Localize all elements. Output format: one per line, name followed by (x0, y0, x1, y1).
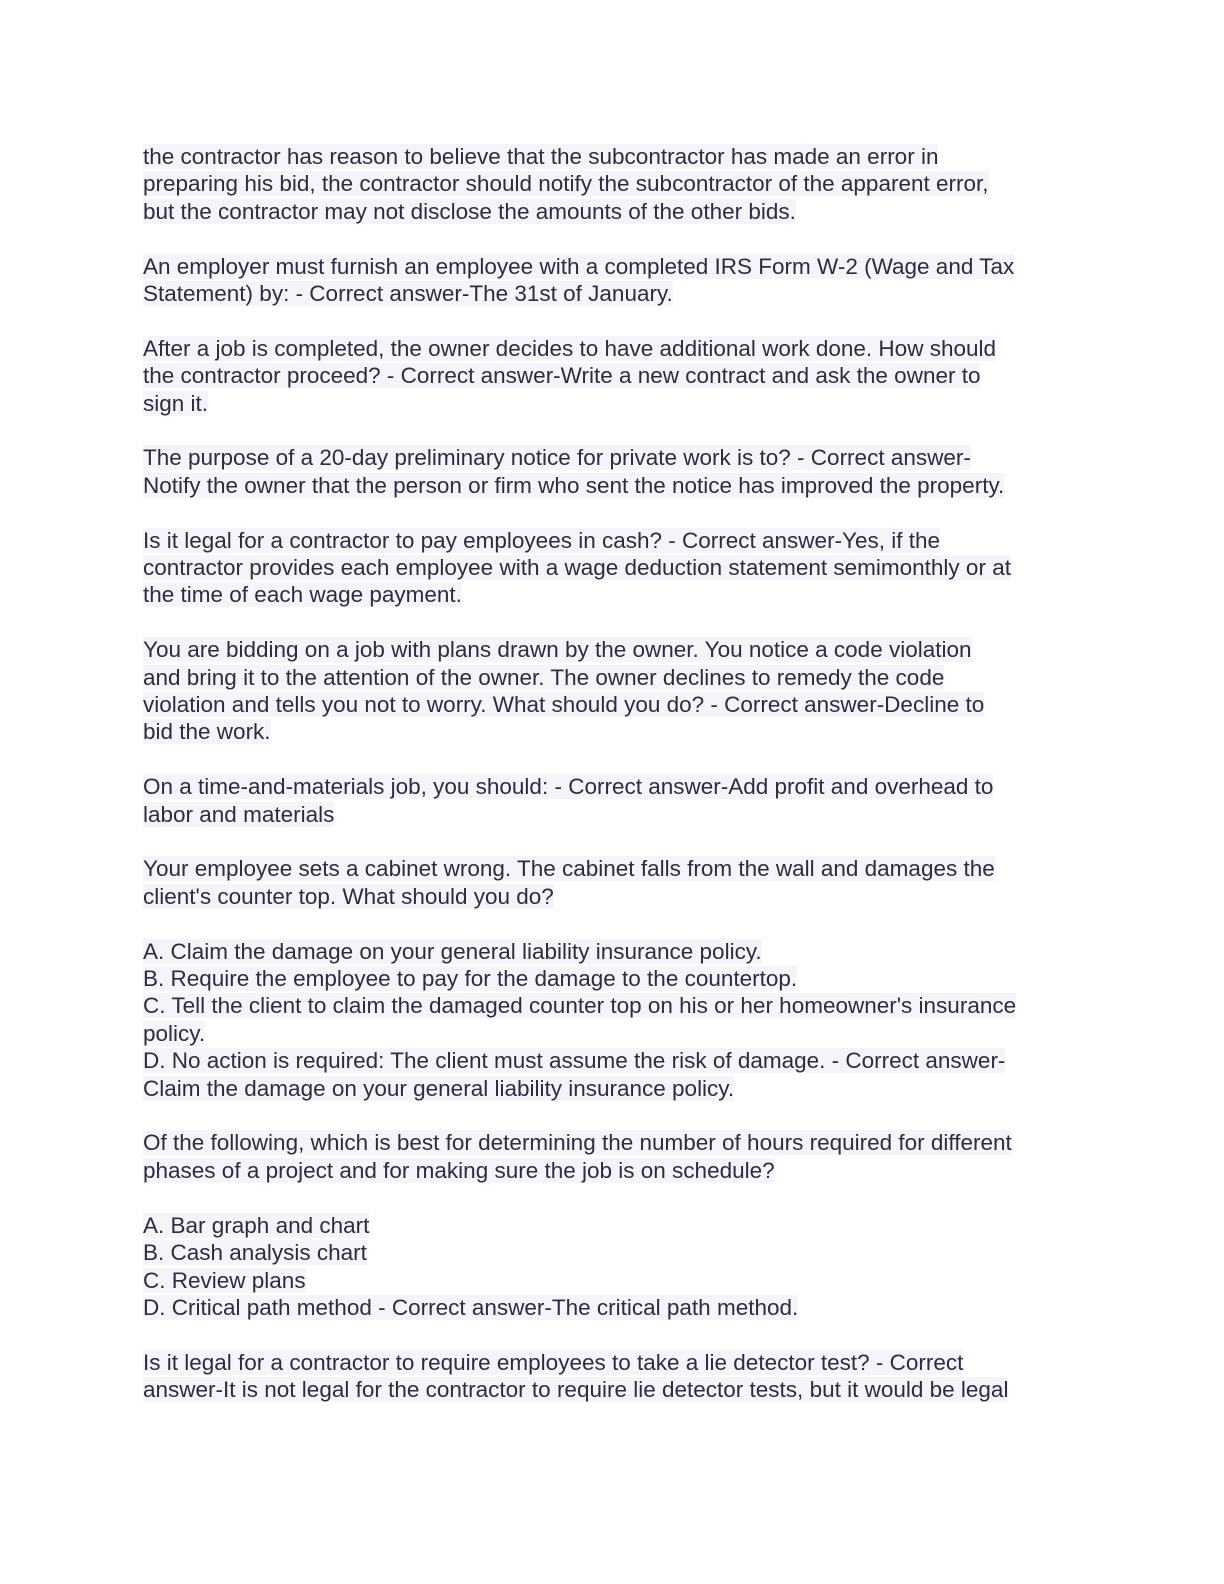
paragraph-gap (143, 1102, 1083, 1129)
text-line (143, 801, 1083, 828)
paragraph-gap (143, 609, 1083, 636)
paragraph-gap (143, 828, 1083, 855)
text-line (143, 362, 1083, 389)
text-line-content: sign it. (143, 390, 209, 416)
text-line-content: On a time-and-materials job, you should: - Correct answer-Add profit and overhead to (143, 774, 994, 800)
text-line-content: A. Claim the damage on your general liability insurance policy. (143, 938, 762, 964)
text-line-content: violation and tells you not to worry. What should you do? - Correct answer-Decline to (143, 692, 985, 718)
text-line (143, 691, 1083, 718)
paragraph (143, 1212, 1083, 1322)
text-line (143, 444, 1083, 471)
text-line-content: C. Review plans (143, 1267, 306, 1293)
paragraph (143, 773, 1083, 828)
text-line (143, 883, 1083, 910)
paragraph (143, 1129, 1083, 1184)
text-line-content: An employer must furnish an employee with a completed IRS Form W-2 (Wage and Tax (143, 253, 1015, 279)
text-line (143, 198, 1083, 225)
text-line-content: Is it legal for a contractor to require employees to take a lie detector test? - Correct (143, 1349, 964, 1375)
text-line-content: and bring it to the attention of the owner. The owner declines to remedy the code (143, 664, 945, 690)
text-line-content: D. Critical path method - Correct answer-The critical path method. (143, 1294, 799, 1320)
text-line (143, 1239, 1083, 1266)
text-line-content: but the contractor may not disclose the amounts of the other bids. (143, 198, 796, 224)
text-line-content: policy. (143, 1020, 206, 1046)
text-line-content: Of the following, which is best for determining the number of hours required for different (143, 1130, 1012, 1156)
text-line (143, 1129, 1083, 1156)
text-line-content: A. Bar graph and chart (143, 1212, 370, 1238)
text-line (143, 253, 1083, 280)
text-line (143, 1020, 1083, 1047)
text-line-content: bid the work. (143, 719, 271, 745)
text-line (143, 992, 1083, 1019)
text-line-content: Statement) by: - Correct answer-The 31st of January. (143, 281, 673, 307)
text-line (143, 390, 1083, 417)
paragraph (143, 335, 1083, 417)
text-line (143, 527, 1083, 554)
text-line-content: preparing his bid, the contractor should notify the subcontractor of the apparent error, (143, 171, 989, 197)
text-line-content: the contractor proceed? - Correct answer-Write a new contract and ask the owner to (143, 363, 981, 389)
text-line-content: Notify the owner that the person or firm who sent the notice has improved the property. (143, 472, 1005, 498)
text-line-content: the contractor has reason to believe that the subcontractor has made an error in (143, 144, 939, 169)
paragraph-gap (143, 746, 1083, 773)
text-line-content: answer-It is not legal for the contractor to require lie detector tests, but it would be legal (143, 1377, 1009, 1403)
text-line (143, 938, 1083, 965)
text-line (143, 280, 1083, 307)
paragraph-gap (143, 1321, 1083, 1348)
text-line-content: Is it legal for a contractor to pay employees in cash? - Correct answer-Yes, if the (143, 527, 941, 553)
text-line (143, 636, 1083, 663)
text-line (143, 170, 1083, 197)
paragraph (143, 253, 1083, 308)
paragraph-gap (143, 225, 1083, 252)
paragraph (143, 444, 1083, 499)
text-line-content: B. Require the employee to pay for the damage to the countertop. (143, 966, 798, 992)
text-line-content: C. Tell the client to claim the damaged counter top on his or her homeowner's insurance (143, 993, 1017, 1019)
text-line (143, 1157, 1083, 1184)
paragraph (143, 855, 1083, 910)
text-line (143, 143, 1083, 170)
paragraph (143, 143, 1083, 225)
paragraph-gap (143, 910, 1083, 937)
text-line (143, 855, 1083, 882)
text-line-content: The purpose of a 20-day preliminary notice for private work is to? - Correct answer- (143, 445, 971, 471)
text-line (143, 1294, 1083, 1321)
text-line (143, 1212, 1083, 1239)
text-line (143, 1376, 1083, 1403)
text-line-content: After a job is completed, the owner decides to have additional work done. How should (143, 335, 997, 361)
text-line-content: phases of a project and for making sure the job is on schedule? (143, 1157, 775, 1183)
text-line (143, 664, 1083, 691)
text-line (143, 1267, 1083, 1294)
text-line (143, 1075, 1083, 1102)
text-line-content: contractor provides each employee with a wage deduction statement semimonthly or at (143, 555, 1011, 581)
paragraph (143, 527, 1083, 609)
text-line-content: client's counter top. What should you do? (143, 883, 554, 909)
text-line (143, 554, 1083, 581)
document-page (143, 143, 1083, 1404)
text-line (143, 335, 1083, 362)
text-line-content: You are bidding on a job with plans drawn by the owner. You notice a code violation (143, 637, 972, 663)
paragraph-gap (143, 307, 1083, 334)
text-line (143, 1047, 1083, 1074)
text-line-content: B. Cash analysis chart (143, 1240, 367, 1266)
text-line (143, 581, 1083, 608)
text-line (143, 965, 1083, 992)
paragraph-gap (143, 1184, 1083, 1211)
text-line-content: D. No action is required: The client must assume the risk of damage. - Correct answer- (143, 1048, 1006, 1074)
text-line-content: labor and materials (143, 801, 335, 827)
paragraph (143, 636, 1083, 746)
text-line (143, 718, 1083, 745)
paragraph (143, 1349, 1083, 1404)
text-line (143, 773, 1083, 800)
text-line-content: Your employee sets a cabinet wrong. The cabinet falls from the wall and damages the (143, 856, 995, 882)
text-line (143, 472, 1083, 499)
text-line-content: the time of each wage payment. (143, 582, 462, 608)
text-line-content: Claim the damage on your general liability insurance policy. (143, 1075, 735, 1101)
paragraph-gap (143, 499, 1083, 526)
paragraph (143, 938, 1083, 1102)
text-line (143, 1349, 1083, 1376)
paragraph-gap (143, 417, 1083, 444)
